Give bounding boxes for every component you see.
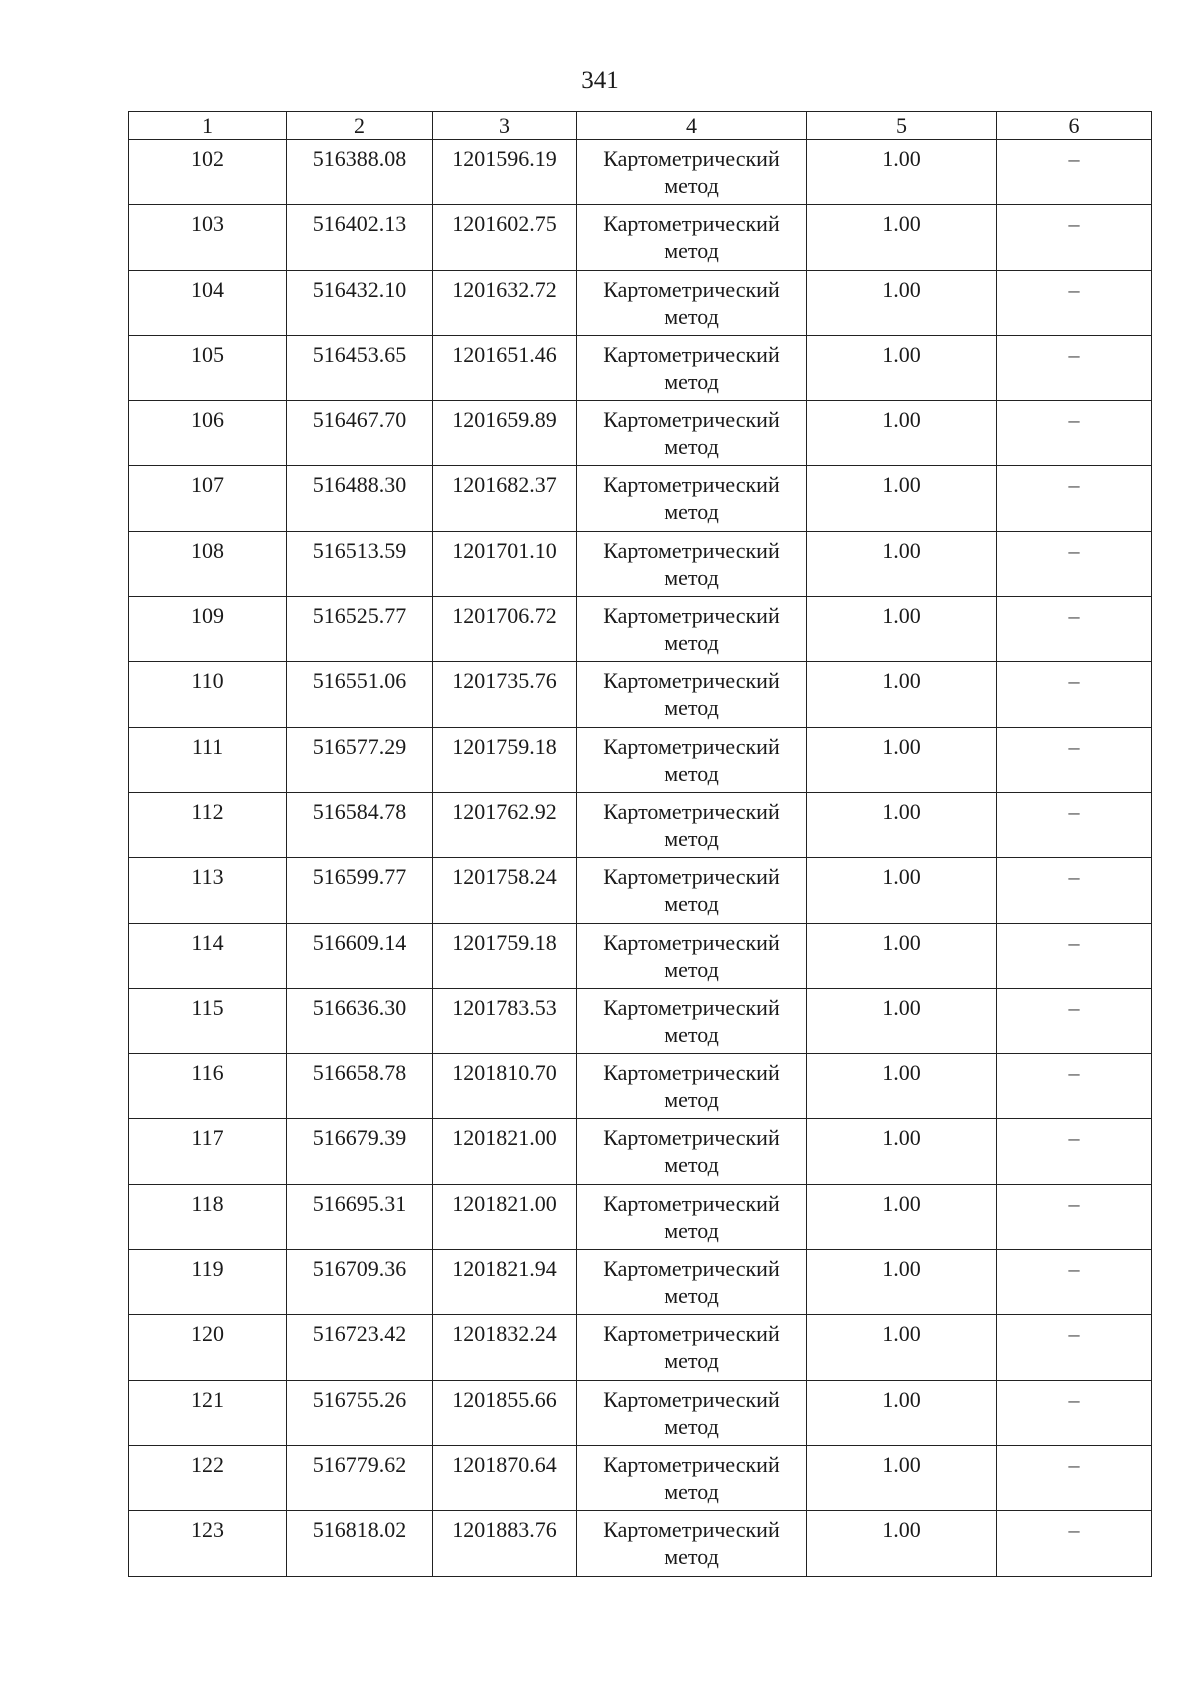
y-coordinate-cell: 1201762.92 [433,792,577,857]
method-cell: Картометрический метод [577,140,807,205]
method-cell: Картометрический метод [577,988,807,1053]
y-coordinate-cell: 1201758.24 [433,858,577,923]
table-row [129,727,1152,792]
accuracy-cell: 1.00 [807,1250,997,1315]
x-coordinate-cell: 516388.08 [287,140,433,205]
accuracy-cell: 1.00 [807,401,997,466]
accuracy-cell: 1.00 [807,466,997,531]
y-coordinate-cell: 1201602.75 [433,205,577,270]
point-number-cell: 120 [129,1315,287,1380]
description-cell: – [997,1511,1152,1576]
point-number-cell: 104 [129,270,287,335]
y-coordinate-cell: 1201855.66 [433,1380,577,1445]
point-number-cell: 107 [129,466,287,531]
point-number-cell: 108 [129,531,287,596]
column-header-2: 2 [287,112,433,140]
x-coordinate-cell: 516636.30 [287,988,433,1053]
description-cell: – [997,1119,1152,1184]
accuracy-cell: 1.00 [807,270,997,335]
x-coordinate-cell: 516584.78 [287,792,433,857]
point-number-cell: 105 [129,335,287,400]
table-row [129,988,1152,1053]
x-coordinate-cell: 516679.39 [287,1119,433,1184]
x-coordinate-cell: 516467.70 [287,401,433,466]
table-row [129,1511,1152,1576]
accuracy-cell: 1.00 [807,923,997,988]
accuracy-cell: 1.00 [807,858,997,923]
x-coordinate-cell: 516513.59 [287,531,433,596]
column-header-5: 5 [807,112,997,140]
description-cell: – [997,466,1152,531]
column-header-6: 6 [997,112,1152,140]
accuracy-cell: 1.00 [807,727,997,792]
method-cell: Картометрический метод [577,1184,807,1249]
description-cell: – [997,270,1152,335]
point-number-cell: 117 [129,1119,287,1184]
y-coordinate-cell: 1201870.64 [433,1445,577,1510]
description-cell: – [997,662,1152,727]
method-cell: Картометрический метод [577,270,807,335]
description-cell: – [997,531,1152,596]
table-row [129,1315,1152,1380]
y-coordinate-cell: 1201596.19 [433,140,577,205]
description-cell: – [997,858,1152,923]
accuracy-cell: 1.00 [807,335,997,400]
method-cell: Картометрический метод [577,466,807,531]
table-row [129,466,1152,531]
x-coordinate-cell: 516525.77 [287,597,433,662]
point-number-cell: 113 [129,858,287,923]
x-coordinate-cell: 516599.77 [287,858,433,923]
accuracy-cell: 1.00 [807,1511,997,1576]
y-coordinate-cell: 1201651.46 [433,335,577,400]
description-cell: – [997,1184,1152,1249]
y-coordinate-cell: 1201821.00 [433,1184,577,1249]
x-coordinate-cell: 516432.10 [287,270,433,335]
table-header [129,112,1152,140]
method-cell: Картометрический метод [577,1511,807,1576]
method-cell: Картометрический метод [577,792,807,857]
accuracy-cell: 1.00 [807,531,997,596]
x-coordinate-cell: 516818.02 [287,1511,433,1576]
description-cell: – [997,1445,1152,1510]
method-cell: Картометрический метод [577,1250,807,1315]
y-coordinate-cell: 1201810.70 [433,1054,577,1119]
accuracy-cell: 1.00 [807,792,997,857]
table-row [129,1119,1152,1184]
table-row [129,531,1152,596]
description-cell: – [997,1054,1152,1119]
point-number-cell: 110 [129,662,287,727]
point-number-cell: 121 [129,1380,287,1445]
x-coordinate-cell: 516755.26 [287,1380,433,1445]
point-number-cell: 106 [129,401,287,466]
table-row [129,858,1152,923]
description-cell: – [997,401,1152,466]
y-coordinate-cell: 1201832.24 [433,1315,577,1380]
table-row [129,1250,1152,1315]
method-cell: Картометрический метод [577,727,807,792]
y-coordinate-cell: 1201821.00 [433,1119,577,1184]
y-coordinate-cell: 1201706.72 [433,597,577,662]
point-number-cell: 122 [129,1445,287,1510]
accuracy-cell: 1.00 [807,1380,997,1445]
point-number-cell: 109 [129,597,287,662]
x-coordinate-cell: 516609.14 [287,923,433,988]
x-coordinate-cell: 516488.30 [287,466,433,531]
table-row [129,205,1152,270]
description-cell: – [997,792,1152,857]
table-row [129,1380,1152,1445]
table-row [129,662,1152,727]
y-coordinate-cell: 1201701.10 [433,531,577,596]
table-row [129,1054,1152,1119]
y-coordinate-cell: 1201783.53 [433,988,577,1053]
accuracy-cell: 1.00 [807,1315,997,1380]
coordinates-table [128,111,1152,1577]
description-cell: – [997,205,1152,270]
method-cell: Картометрический метод [577,1315,807,1380]
description-cell: – [997,988,1152,1053]
point-number-cell: 116 [129,1054,287,1119]
y-coordinate-cell: 1201735.76 [433,662,577,727]
accuracy-cell: 1.00 [807,140,997,205]
description-cell: – [997,140,1152,205]
table-row [129,1184,1152,1249]
column-header-4: 4 [577,112,807,140]
table-row [129,401,1152,466]
point-number-cell: 102 [129,140,287,205]
point-number-cell: 123 [129,1511,287,1576]
x-coordinate-cell: 516658.78 [287,1054,433,1119]
accuracy-cell: 1.00 [807,1445,997,1510]
x-coordinate-cell: 516551.06 [287,662,433,727]
point-number-cell: 115 [129,988,287,1053]
description-cell: – [997,597,1152,662]
y-coordinate-cell: 1201821.94 [433,1250,577,1315]
accuracy-cell: 1.00 [807,1119,997,1184]
coordinates-table-container [128,111,1152,1577]
point-number-cell: 111 [129,727,287,792]
method-cell: Картометрический метод [577,923,807,988]
y-coordinate-cell: 1201883.76 [433,1511,577,1576]
point-number-cell: 118 [129,1184,287,1249]
method-cell: Картометрический метод [577,531,807,596]
method-cell: Картометрический метод [577,1380,807,1445]
method-cell: Картометрический метод [577,401,807,466]
method-cell: Картометрический метод [577,205,807,270]
y-coordinate-cell: 1201759.18 [433,923,577,988]
x-coordinate-cell: 516695.31 [287,1184,433,1249]
x-coordinate-cell: 516577.29 [287,727,433,792]
x-coordinate-cell: 516453.65 [287,335,433,400]
x-coordinate-cell: 516402.13 [287,205,433,270]
y-coordinate-cell: 1201682.37 [433,466,577,531]
accuracy-cell: 1.00 [807,1184,997,1249]
point-number-cell: 103 [129,205,287,270]
table-row [129,270,1152,335]
x-coordinate-cell: 516723.42 [287,1315,433,1380]
method-cell: Картометрический метод [577,858,807,923]
accuracy-cell: 1.00 [807,1054,997,1119]
table-row [129,140,1152,205]
point-number-cell: 112 [129,792,287,857]
table-row [129,792,1152,857]
table-body [129,140,1152,1577]
x-coordinate-cell: 516709.36 [287,1250,433,1315]
table-row [129,1445,1152,1510]
accuracy-cell: 1.00 [807,988,997,1053]
method-cell: Картометрический метод [577,1445,807,1510]
description-cell: – [997,1250,1152,1315]
y-coordinate-cell: 1201632.72 [433,270,577,335]
y-coordinate-cell: 1201659.89 [433,401,577,466]
method-cell: Картометрический метод [577,1054,807,1119]
method-cell: Картометрический метод [577,1119,807,1184]
method-cell: Картометрический метод [577,335,807,400]
description-cell: – [997,335,1152,400]
column-header-3: 3 [433,112,577,140]
accuracy-cell: 1.00 [807,597,997,662]
description-cell: – [997,1380,1152,1445]
accuracy-cell: 1.00 [807,205,997,270]
method-cell: Картометрический метод [577,597,807,662]
method-cell: Картометрический метод [577,662,807,727]
page-number: 341 [581,67,619,94]
x-coordinate-cell: 516779.62 [287,1445,433,1510]
accuracy-cell: 1.00 [807,662,997,727]
y-coordinate-cell: 1201759.18 [433,727,577,792]
description-cell: – [997,923,1152,988]
description-cell: – [997,727,1152,792]
header-row [129,112,1152,140]
table-row [129,335,1152,400]
table-row [129,923,1152,988]
table-row [129,597,1152,662]
point-number-cell: 119 [129,1250,287,1315]
description-cell: – [997,1315,1152,1380]
point-number-cell: 114 [129,923,287,988]
column-header-1: 1 [129,112,287,140]
